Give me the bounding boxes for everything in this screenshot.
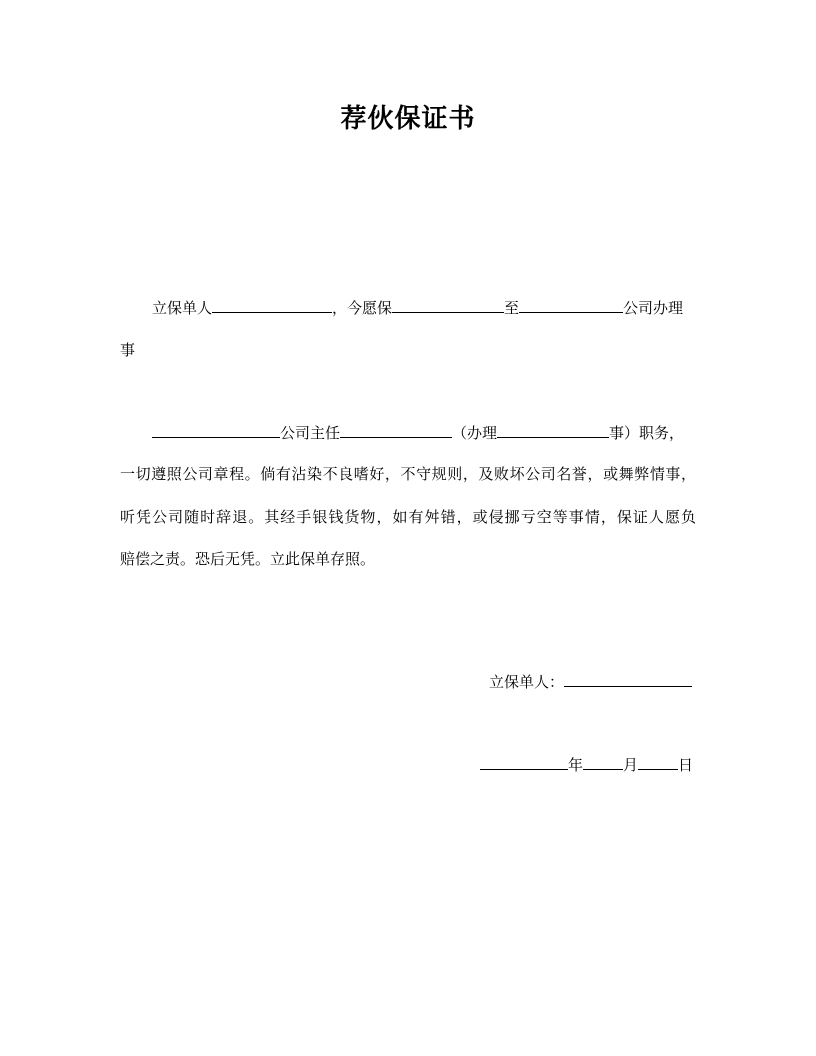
- company-name-blank[interactable]: [519, 297, 623, 313]
- director-text: 公司主任: [280, 424, 341, 442]
- paragraph-1-line-1: [152, 297, 683, 318]
- month-blank[interactable]: [583, 754, 623, 770]
- day-blank[interactable]: [638, 754, 678, 770]
- paragraph-1-line-2: 事: [120, 341, 136, 359]
- paragraph-2-line-2: 一切遵照公司章程。倘有沾染不良嗜好，不守规则，及败坏公司名誉，或舞弊情事，: [120, 465, 696, 483]
- duty-blank[interactable]: [497, 422, 609, 438]
- paragraph-2-line-1: [152, 422, 684, 443]
- page-title: 荐伙保证书: [340, 104, 476, 134]
- paragraph-2-line-4: 赔偿之责。恐后无凭。立此保单存照。: [120, 550, 376, 568]
- date-line: [480, 754, 693, 775]
- year-label: 年: [568, 756, 584, 774]
- company-blank[interactable]: [152, 422, 280, 438]
- guarantor-label: 立保单人: [152, 299, 213, 317]
- signature-line: [489, 671, 692, 692]
- guarantor-name-blank[interactable]: [212, 297, 332, 313]
- signature-blank[interactable]: [564, 671, 692, 687]
- to-text: 至: [504, 299, 520, 317]
- year-blank[interactable]: [480, 754, 568, 770]
- paragraph-2-line-3: 听凭公司随时辞退。其经手银钱货物，如有舛错，或侵挪亏空等事情，保证人愿负: [120, 508, 696, 526]
- company-handle-text: 公司办理: [623, 299, 684, 317]
- director-name-blank[interactable]: [340, 422, 452, 438]
- day-label: 日: [678, 756, 694, 774]
- month-label: 月: [623, 756, 639, 774]
- signature-label: 立保单人：: [489, 673, 565, 691]
- guarantee-text: ，今愿保: [332, 299, 393, 317]
- handle-text: （办理: [452, 424, 498, 442]
- guaranteed-person-blank[interactable]: [392, 297, 504, 313]
- duty-text: 事）职务，: [609, 424, 685, 442]
